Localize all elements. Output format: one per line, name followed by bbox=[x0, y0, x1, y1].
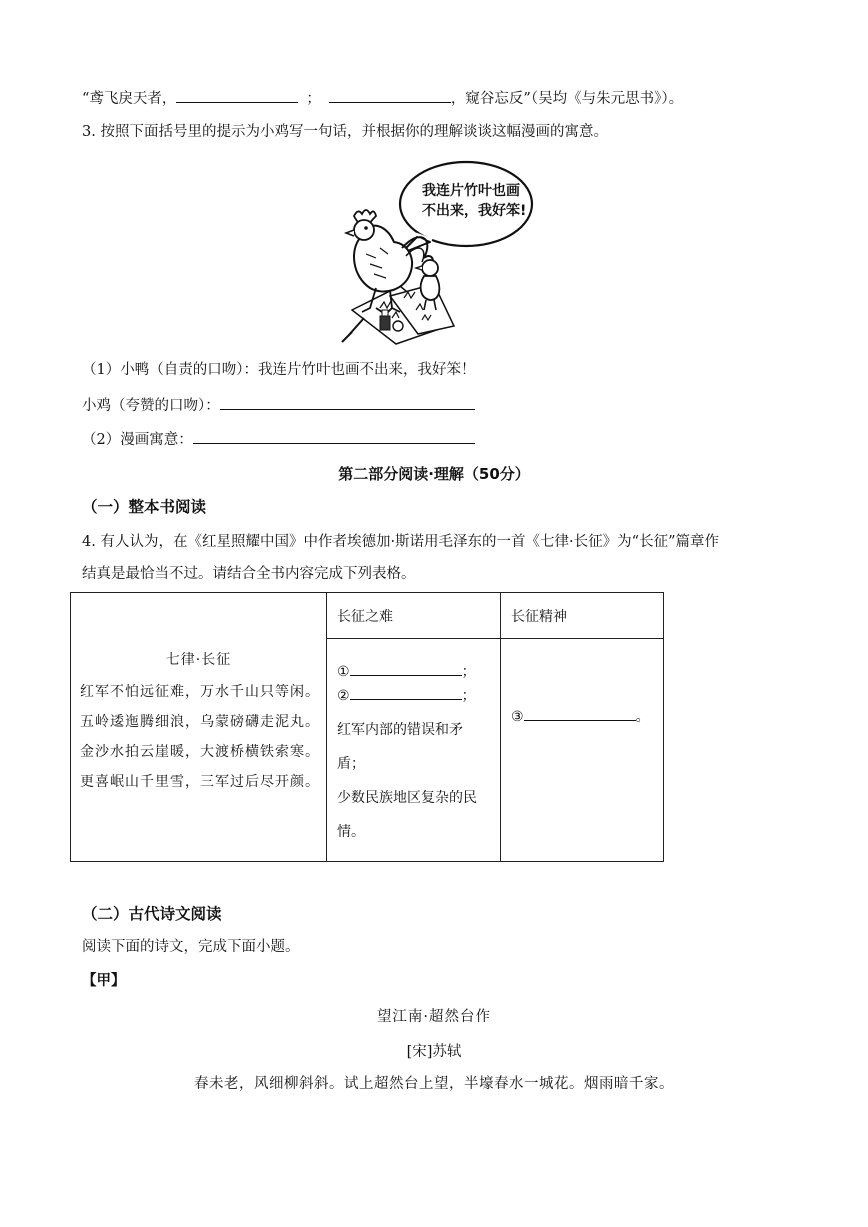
speech-bubble-line-2: 不出来，我好笨! bbox=[422, 203, 527, 219]
reading-instruction: 阅读下面的诗文，完成下面小题。 bbox=[82, 939, 300, 955]
header-difficulty: 长征之难 bbox=[337, 609, 393, 625]
item-2-end: ； bbox=[461, 688, 476, 704]
speech-bubble-line-1: 我连片竹叶也画 bbox=[422, 183, 520, 199]
poem-cell bbox=[71, 593, 327, 862]
ci-title: 望江南·超然台作 bbox=[376, 1009, 492, 1025]
item-2-mark: ② bbox=[337, 688, 350, 704]
difficulty-item-4-line-1: 少数民族地区复杂的民 bbox=[337, 790, 477, 806]
answer-blank-1[interactable] bbox=[176, 88, 298, 103]
header-spirit-cell bbox=[501, 593, 664, 639]
item-1-end: ； bbox=[461, 664, 476, 680]
fill-suffix: ，窥谷忘反”（吴均《与朱元思书》）。 bbox=[450, 91, 684, 107]
header-difficulty-cell bbox=[327, 593, 501, 639]
spirit-blank[interactable] bbox=[524, 706, 636, 721]
difficulty-blank-2[interactable] bbox=[350, 685, 462, 700]
item-3-end: 。 bbox=[635, 709, 650, 725]
duckling-quote: （1）小鸭（自责的口吻）：我连片竹叶也画不出来，我好笨！ bbox=[82, 362, 476, 378]
fill-prefix: “鸢飞戾天者， bbox=[82, 91, 177, 107]
poem-line: 更喜岷山千里雪，三军过后尽开颜。 bbox=[80, 774, 320, 790]
meaning-answer-blank[interactable] bbox=[193, 429, 475, 444]
item-1-mark: ① bbox=[337, 664, 350, 680]
part-2-title: 第二部分阅读·理解（50分） bbox=[338, 465, 530, 483]
header-spirit: 长征精神 bbox=[511, 609, 567, 625]
meaning-label: （2）漫画寓意： bbox=[82, 432, 193, 448]
question-3-prompt: 3. 按照下面括号里的提示为小鸡写一句话，并根据你的理解谈谈这幅漫画的寓意。 bbox=[82, 124, 608, 140]
difficulty-cell bbox=[327, 639, 501, 862]
long-march-table bbox=[70, 592, 664, 862]
cartoon-illustration bbox=[330, 158, 540, 348]
difficulty-item-3-line-1: 红军内部的错误和矛 bbox=[337, 722, 463, 738]
poem-fill-line bbox=[82, 88, 683, 109]
question-4-line-1: 4. 有人认为，在《红星照耀中国》中作者埃德加·斯诺用毛泽东的一首《七律·长征》为“长征”篇章作 bbox=[82, 534, 719, 550]
spirit-cell bbox=[501, 639, 664, 862]
difficulty-item-3-line-2: 盾； bbox=[337, 756, 365, 772]
fill-separator: ； bbox=[306, 91, 321, 107]
section-1-title: （一）整本书阅读 bbox=[82, 498, 207, 516]
passage-jia-label: 【甲】 bbox=[82, 973, 126, 989]
difficulty-blank-1[interactable] bbox=[350, 661, 462, 676]
poem-line: 金沙水拍云崖暖，大渡桥横铁索寒。 bbox=[80, 744, 320, 760]
poem-body bbox=[80, 677, 320, 797]
poem-title: 七律·长征 bbox=[165, 652, 232, 668]
difficulty-item-2 bbox=[337, 679, 500, 713]
answer-blank-2[interactable] bbox=[329, 88, 451, 103]
chick-answer-line bbox=[82, 395, 475, 416]
meaning-answer-line bbox=[82, 429, 475, 450]
spirit-item bbox=[501, 639, 663, 726]
ci-author: [宋]苏轼 bbox=[406, 1044, 462, 1060]
question-4-line-2: 结真是最恰当不过。请结合全书内容完成下列表格。 bbox=[82, 566, 416, 582]
chick-label: 小鸡（夸赞的口吻）： bbox=[82, 398, 220, 414]
ci-text: 春未老，风细柳斜斜。试上超然台上望，半壕春水一城花。烟雨暗千家。 bbox=[194, 1076, 674, 1092]
difficulty-item-4-line-2: 情。 bbox=[337, 824, 365, 840]
item-3-mark: ③ bbox=[511, 709, 524, 725]
chick-answer-blank[interactable] bbox=[220, 395, 475, 410]
poem-line: 红军不怕远征难，万水千山只等闲。 bbox=[80, 684, 320, 700]
section-2-title: （二）古代诗文阅读 bbox=[82, 905, 222, 923]
poem-line: 五岭逶迤腾细浪，乌蒙磅礴走泥丸。 bbox=[80, 714, 320, 730]
